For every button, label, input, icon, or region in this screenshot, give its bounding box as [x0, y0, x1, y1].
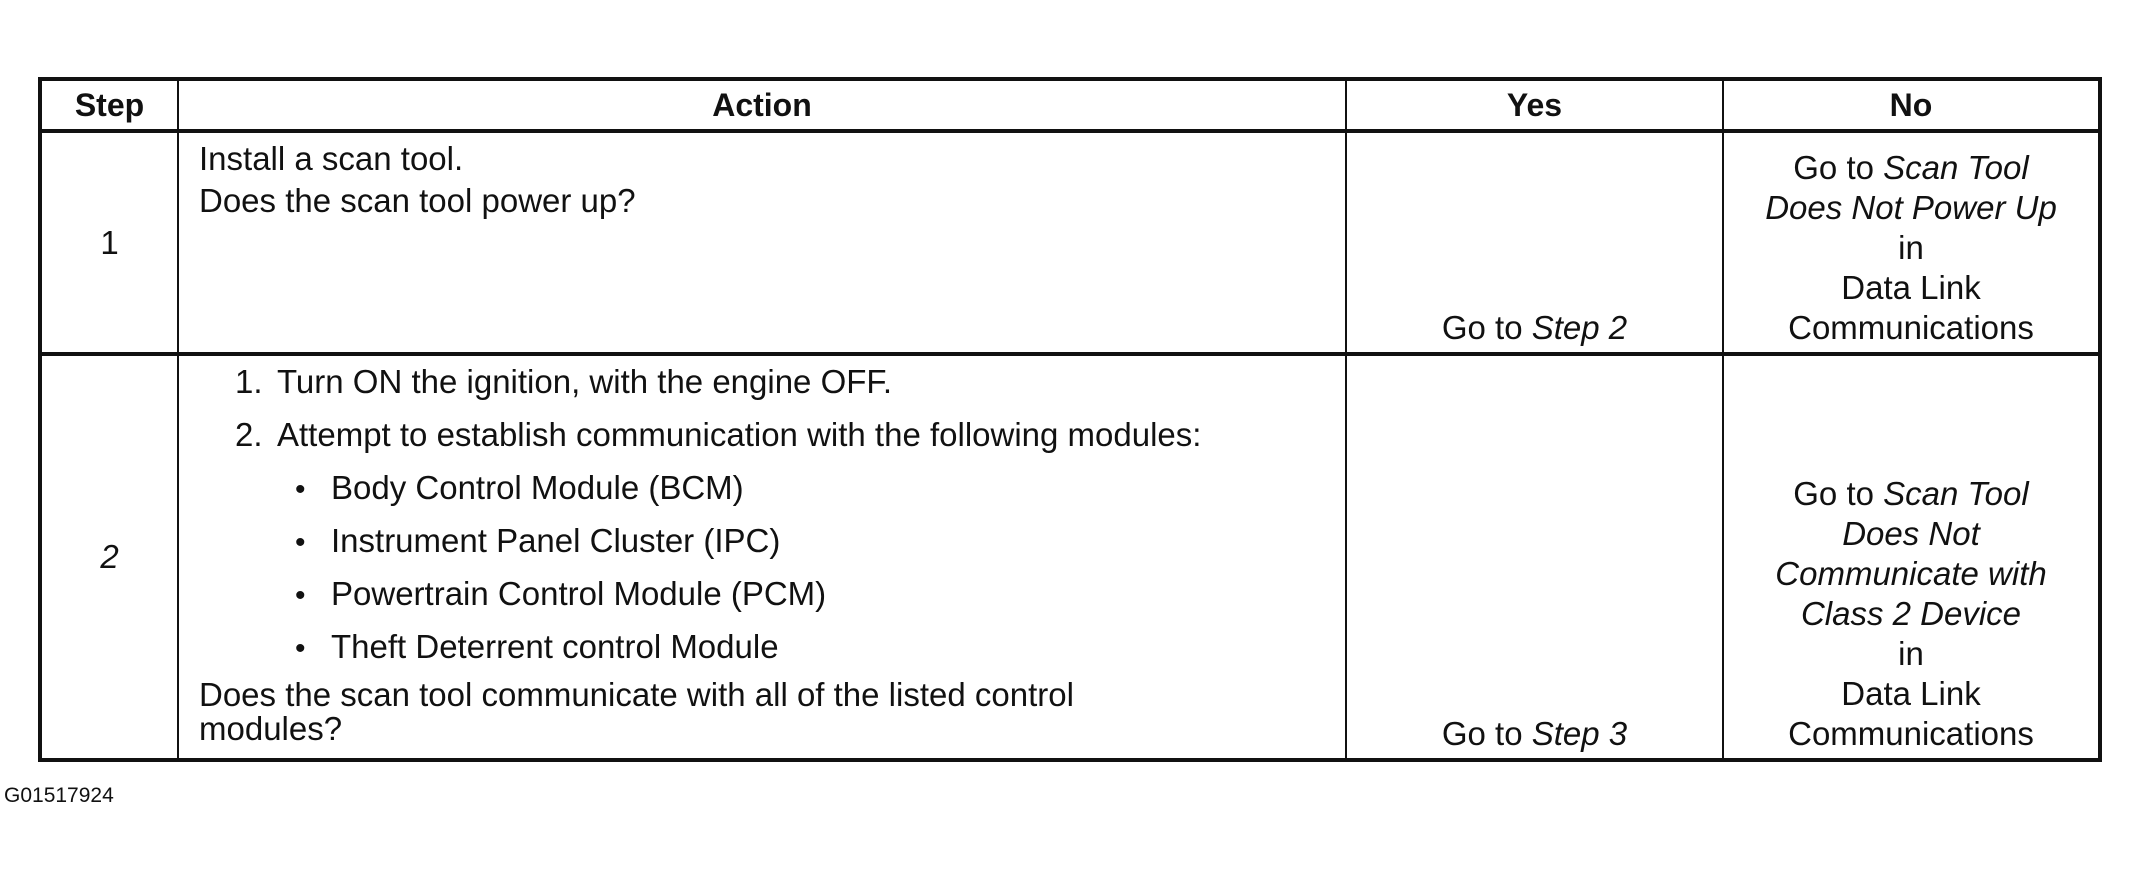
numbered-item-1 — [235, 362, 892, 402]
header-action: Action — [178, 79, 1346, 131]
module-bullet-pcm-text: Powertrain Control Module (PCM) — [331, 575, 827, 612]
bullet-icon: • — [295, 579, 306, 612]
yes-step-link-2[interactable]: Step 3 — [1531, 715, 1628, 752]
numbered-item-1-num: 1. — [235, 363, 263, 400]
header-no: No — [1723, 79, 2100, 131]
no-ref-line-2 — [1724, 474, 2098, 514]
bullet-icon: • — [295, 632, 306, 665]
diagnostic-table — [38, 77, 2102, 762]
step-number-1: 1 — [40, 131, 178, 354]
module-bullet-bcm — [295, 468, 744, 510]
bullet-icon: • — [295, 526, 306, 559]
action-line-question: Does the scan tool power up? — [199, 182, 636, 219]
no-prefix-1: Go to — [1793, 149, 1884, 186]
no-ref-target-2c[interactable]: Communicate with — [1775, 555, 2047, 592]
no-section-2a: Data Link — [1841, 675, 1981, 712]
numbered-item-2-text: Attempt to establish communication with the following modules: — [277, 416, 1202, 453]
module-bullet-bcm-text: Body Control Module (BCM) — [331, 469, 744, 506]
module-bullet-ipc-text: Instrument Panel Cluster (IPC) — [331, 522, 781, 559]
no-section-2b: Communications — [1788, 715, 2034, 752]
no-cell-1 — [1723, 131, 2100, 354]
table-row-step-2 — [40, 354, 2100, 760]
action-question-2 — [199, 678, 1074, 746]
no-section-1b: Communications — [1788, 309, 2034, 346]
action-cell-1 — [178, 131, 1346, 354]
no-section-1a: Data Link — [1841, 269, 1981, 306]
yes-cell-1 — [1346, 131, 1723, 354]
action-question-2-line1: Does the scan tool communicate with all of the listed control — [199, 676, 1074, 713]
no-ref-target-2a[interactable]: Scan Tool — [1883, 475, 2029, 512]
action-cell-2 — [178, 354, 1346, 760]
numbered-item-1-text: Turn ON the ignition, with the engine OFF. — [277, 363, 893, 400]
module-bullet-theft — [295, 627, 779, 669]
no-ref-line-1 — [1724, 148, 2098, 188]
no-cell-2 — [1723, 354, 2100, 760]
yes-step-link-1[interactable]: Step 2 — [1531, 309, 1628, 346]
action-line-install: Install a scan tool. — [199, 140, 464, 177]
numbered-item-2 — [235, 415, 1201, 455]
module-bullet-theft-text: Theft Deterrent control Module — [331, 628, 779, 665]
yes-prefix-2: Go to — [1441, 715, 1532, 752]
header-yes: Yes — [1346, 79, 1723, 131]
no-connector-2: in — [1898, 635, 1924, 672]
no-connector-1: in — [1898, 229, 1924, 266]
module-bullet-pcm — [295, 574, 826, 616]
no-ref-target-2d[interactable]: Class 2 Device — [1800, 595, 2022, 632]
no-ref-target-1b[interactable]: Does Not Power Up — [1765, 189, 2057, 226]
no-ref-target-2b[interactable]: Does Not — [1842, 515, 1980, 552]
no-prefix-2: Go to — [1793, 475, 1884, 512]
numbered-item-2-num: 2. — [235, 416, 263, 453]
module-bullet-ipc — [295, 521, 780, 563]
table-row-step-1 — [40, 131, 2100, 354]
table-header-row — [40, 79, 2100, 131]
step-number-2: 2 — [40, 354, 178, 760]
action-question-2-line2: modules? — [199, 710, 343, 747]
figure-id: G01517924 — [4, 784, 114, 807]
yes-cell-2 — [1346, 354, 1723, 760]
header-step: Step — [40, 79, 178, 131]
yes-prefix-1: Go to — [1441, 309, 1532, 346]
bullet-icon: • — [295, 473, 306, 506]
no-ref-target-1a[interactable]: Scan Tool — [1883, 149, 2029, 186]
